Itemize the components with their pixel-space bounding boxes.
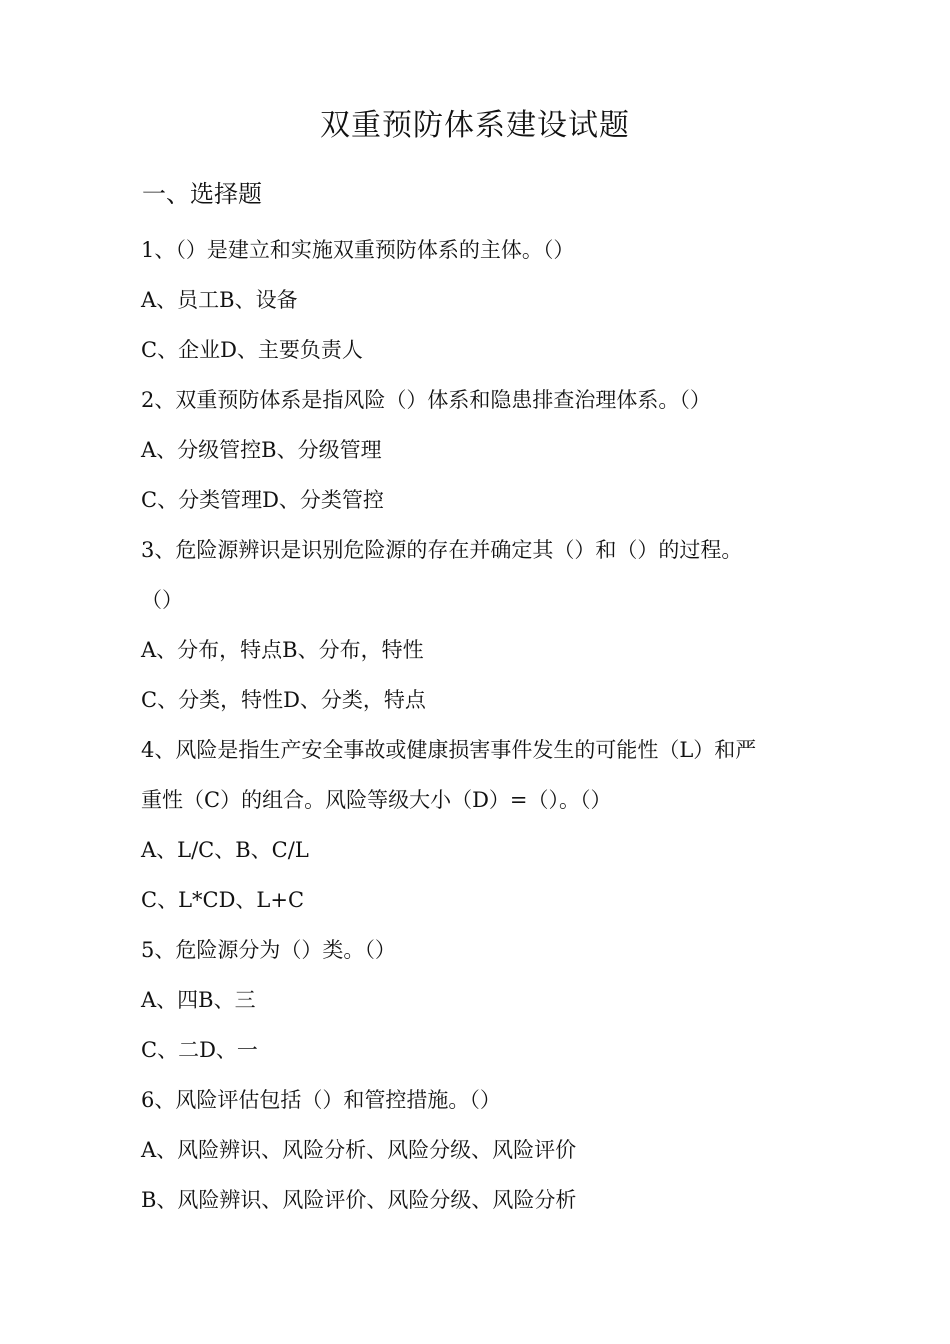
question-line: 1、（）是建立和实施双重预防体系的主体。（） [141,238,575,262]
option-line: C、L*CD、L+C [141,888,305,912]
option-line: C、企业D、主要负责人 [141,338,363,362]
question-line: 5、危险源分为（）类。（） [141,938,396,962]
option-line: A、员工B、设备 [141,288,298,312]
question-list [141,230,821,1230]
option-line: A、风险辨识、风险分析、风险分级、风险评价 [141,1138,577,1162]
question-line-continuation: 重性（C）的组合。风险等级大小（D）=（）。（） [141,788,612,812]
option-line: A、分级管控B、分级管理 [141,438,382,462]
option-line: C、二D、一 [141,1038,258,1062]
question-line-continuation: （） [141,588,183,612]
question-line: 4、风险是指生产安全事故或健康损害事件发生的可能性（L）和严 [141,738,757,762]
option-line: A、四B、三 [141,988,256,1012]
question-line: 6、风险评估包括（）和管控措施。（） [141,1088,501,1112]
question-line: 2、双重预防体系是指风险（）体系和隐患排查治理体系。（） [141,388,711,412]
option-line: B、风险辨识、风险评价、风险分级、风险分析 [141,1188,577,1212]
option-line: A、L/C、B、C/L [141,838,309,862]
section-heading: 一、选择题 [142,180,262,208]
question-line: 3、危险源辨识是识别危险源的存在并确定其（）和（）的过程。 [141,538,743,562]
option-line: A、分布，特点B、分布，特性 [141,638,424,662]
option-line: C、分类管理D、分类管控 [141,488,384,512]
document-title: 双重预防体系建设试题 [320,108,630,143]
option-line: C、分类，特性D、分类，特点 [141,688,426,712]
